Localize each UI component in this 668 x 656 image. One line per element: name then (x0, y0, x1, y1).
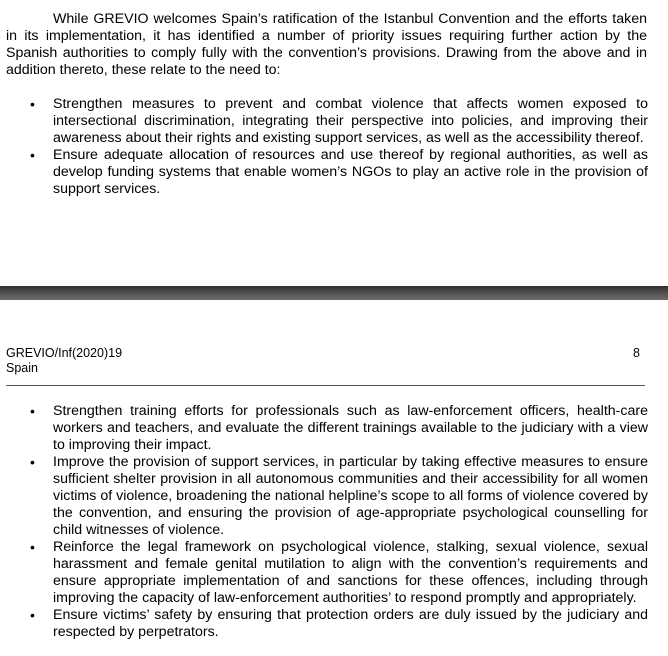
bullet-icon: • (30, 454, 35, 470)
list-item-text: Ensure victims’ safety by ensuring that protection orders are duly issued by the judiciary and respected by perpetrators. (53, 607, 648, 640)
intro-paragraph: While GREVIO welcomes Spain’s ratification of the Istanbul Convention and the efforts taken in its implementation, it has identified a number of priority issues requiring further action by the Spanish authorities to comply fully with the convention’s provisions. Drawing from the above and in addition thereto, these relate to the need to: (6, 11, 647, 78)
list-item (0, 96, 648, 147)
list-item (0, 454, 648, 539)
priority-list-top (0, 96, 648, 198)
document-page-top (0, 0, 668, 286)
page-number: 8 (633, 346, 640, 360)
header-rule (6, 385, 645, 386)
bullet-icon: • (30, 539, 35, 555)
list-item (0, 403, 648, 454)
list-item (0, 607, 648, 641)
page-separator (0, 286, 668, 300)
list-item (0, 147, 648, 198)
list-item-text: Ensure adequate allocation of resources and use thereof by regional authorities, as well as develop funding systems that enable women’s NGOs to play an active role in the provision of support services. (53, 147, 648, 197)
page-header (6, 346, 646, 376)
bullet-icon: • (30, 607, 35, 623)
priority-list-bottom (0, 403, 648, 641)
document-page-bottom (0, 300, 668, 656)
document-reference: GREVIO/Inf(2020)19 (6, 346, 123, 360)
list-item-text: Improve the provision of support services, in particular by taking effective measures to ensure sufficient shelter provision in all autonomous communities and their accessibility for all women victims of violence, broadening the national helpline’s scope to all forms of violence covered by the convention, and ensuring the provision of age-appropriate psychological counselling for child witnesses of violence. (53, 454, 648, 538)
list-item-text: Strengthen training efforts for professionals such as law-enforcement officers, health-care workers and teachers, and evaluate the different trainings available to the judiciary with a view to improving their impact. (53, 403, 648, 453)
list-item-text: Reinforce the legal framework on psychological violence, stalking, sexual violence, sexual harassment and female genital mutilation to align with the convention’s requirements and ensure appropriate implementation of and sanctions for these offences, including through improving the capacity of law-enforcement authorities’ to respond promptly and appropriately. (53, 539, 648, 606)
bullet-icon: • (30, 403, 35, 419)
bullet-icon: • (30, 147, 35, 163)
bullet-icon: • (30, 96, 35, 112)
country-label: Spain (6, 361, 38, 375)
list-item-text: Strengthen measures to prevent and combat violence that affects women exposed to intersectional discrimination, integrating their perspective into policies, and improving their awareness about their rights and existing support services, as well as the accessibility thereof. (53, 96, 648, 146)
list-item (0, 539, 648, 607)
